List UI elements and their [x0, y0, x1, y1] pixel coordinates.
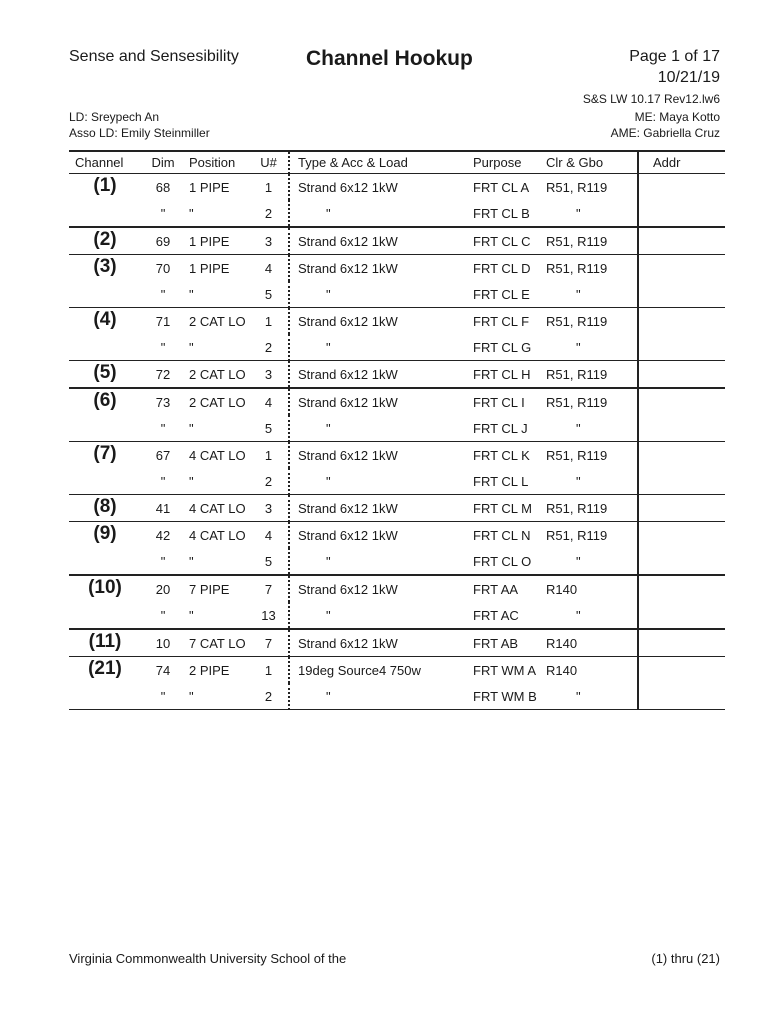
document-date: 10/21/19	[657, 69, 720, 86]
purpose-cell: FRT AB	[469, 629, 542, 657]
channel-cell: (2)	[69, 227, 141, 255]
channel-cell: (21)	[88, 658, 122, 679]
position-cell: "	[185, 281, 249, 308]
color-cell: "	[542, 200, 638, 227]
file-name: S&S LW 10.17 Rev12.lw6	[582, 92, 720, 106]
addr-cell	[638, 415, 725, 442]
channel-cell	[69, 415, 141, 442]
type-cell: 19deg Source4 750w	[289, 657, 469, 684]
color-cell: R140	[546, 663, 578, 678]
table-row	[69, 388, 725, 415]
unit-cell: 13	[249, 602, 289, 629]
channel-cell: (10)	[88, 577, 122, 598]
addr-cell	[638, 281, 725, 308]
addr-cell	[638, 334, 725, 361]
dim-cell: 72	[141, 361, 185, 389]
addr-cell	[638, 548, 725, 575]
type-cell: Strand 6x12 1kW	[289, 174, 469, 201]
dim-cell: 10	[141, 629, 185, 657]
channel-cell: (9)	[93, 523, 117, 544]
column-header-position: Position	[185, 151, 249, 174]
color-cell: R51, R119	[542, 495, 638, 522]
channel-cell	[69, 334, 141, 361]
type-cell: Strand 6x12 1kW	[289, 522, 469, 549]
table-row	[69, 227, 725, 255]
type-cell: Strand 6x12 1kW	[289, 575, 469, 602]
addr-cell	[638, 629, 725, 657]
channel-cell	[69, 468, 141, 495]
channel-cell: (8)	[69, 495, 141, 522]
addr-cell	[638, 602, 725, 629]
channel-cell	[69, 602, 141, 629]
dim-cell: "	[141, 281, 185, 308]
color-cell: "	[542, 468, 638, 495]
addr-cell	[638, 308, 725, 335]
position-cell: 2 CAT LO	[189, 314, 246, 329]
dim-cell: 41	[141, 495, 185, 522]
purpose-cell: FRT CL E	[469, 281, 542, 308]
unit-cell: 1	[264, 314, 273, 329]
unit-cell: 4	[264, 261, 273, 276]
type-cell: Strand 6x12 1kW	[289, 442, 469, 469]
table-row	[69, 683, 725, 710]
type-cell: "	[289, 602, 469, 629]
color-cell: "	[542, 281, 638, 308]
dim-cell: 67	[155, 448, 171, 463]
dim-cell: 42	[155, 528, 171, 543]
addr-cell	[638, 683, 725, 710]
channel-cell: (3)	[93, 256, 117, 277]
position-cell: 4 CAT LO	[189, 528, 246, 543]
table-row	[69, 334, 725, 361]
table-row	[69, 308, 725, 335]
type-cell: "	[289, 334, 469, 361]
column-header-addr: Addr	[638, 151, 725, 174]
channel-cell	[69, 548, 141, 575]
table-row	[69, 442, 725, 469]
addr-cell	[638, 575, 725, 602]
footer-channel-range: (1) thru (21)	[651, 951, 720, 966]
table-row	[69, 657, 725, 684]
unit-cell: 7	[249, 629, 289, 657]
type-cell: Strand 6x12 1kW	[289, 629, 469, 657]
dim-cell: 71	[155, 314, 171, 329]
position-cell: 2 CAT LO	[189, 395, 246, 410]
addr-cell	[638, 174, 725, 201]
addr-cell	[638, 495, 725, 522]
addr-cell	[638, 442, 725, 469]
dim-cell: "	[141, 334, 185, 361]
purpose-cell: FRT CL J	[469, 415, 542, 442]
position-cell: "	[185, 468, 249, 495]
unit-cell: 5	[249, 415, 289, 442]
purpose-cell: FRT CL A	[473, 180, 530, 195]
unit-cell: 2	[249, 334, 289, 361]
position-cell: 1 PIPE	[189, 180, 230, 195]
unit-cell: 5	[249, 548, 289, 575]
purpose-cell: FRT CL O	[469, 548, 542, 575]
table-row	[69, 174, 725, 201]
unit-cell: 5	[249, 281, 289, 308]
color-cell: "	[542, 334, 638, 361]
unit-cell: 2	[249, 200, 289, 227]
table-row	[69, 522, 725, 549]
type-cell: Strand 6x12 1kW	[289, 361, 469, 389]
purpose-cell: FRT WM A	[473, 663, 537, 678]
position-cell: 4 CAT LO	[185, 495, 249, 522]
column-header-channel: Channel	[69, 151, 141, 174]
type-cell: Strand 6x12 1kW	[289, 308, 469, 335]
type-cell: Strand 6x12 1kW	[289, 255, 469, 282]
color-cell: R51, R119	[542, 361, 638, 389]
type-cell: "	[289, 548, 469, 575]
color-cell: R51, R119	[546, 395, 608, 410]
dim-cell: "	[141, 200, 185, 227]
purpose-cell: FRT CL K	[473, 448, 530, 463]
position-cell: "	[185, 200, 249, 227]
table-row	[69, 468, 725, 495]
footer-organization: Virginia Commonwealth University School of the	[69, 951, 347, 966]
dim-cell: "	[141, 415, 185, 442]
color-cell: R51, R119	[542, 227, 638, 255]
addr-cell	[638, 468, 725, 495]
color-cell: R140	[542, 629, 638, 657]
dim-cell: 20	[155, 582, 171, 597]
table-row	[69, 281, 725, 308]
unit-cell: 4	[264, 395, 273, 410]
channel-cell	[69, 200, 141, 227]
position-cell: "	[185, 334, 249, 361]
type-cell: "	[289, 415, 469, 442]
purpose-cell: FRT CL I	[473, 395, 525, 410]
position-cell: 7 PIPE	[189, 582, 230, 597]
position-cell: 1 PIPE	[189, 261, 230, 276]
table-row	[69, 200, 725, 227]
unit-cell: 3	[249, 361, 289, 389]
position-cell: 1 PIPE	[185, 227, 249, 255]
addr-cell	[638, 200, 725, 227]
lighting-designer: LD: Sreypech An	[69, 110, 160, 124]
color-cell: R51, R119	[546, 261, 608, 276]
addr-cell	[638, 361, 725, 389]
color-cell: R51, R119	[546, 180, 608, 195]
position-cell: "	[185, 548, 249, 575]
show-title: Sense and Sensesibility	[69, 48, 239, 65]
color-cell: "	[542, 548, 638, 575]
column-header-color: Clr & Gbo	[542, 151, 638, 174]
associate-lighting-designer: Asso LD: Emily Steinmiller	[69, 126, 210, 140]
position-cell: 4 CAT LO	[189, 448, 246, 463]
purpose-cell: FRT CL H	[469, 361, 542, 389]
position-cell: "	[185, 683, 249, 710]
dim-cell: "	[141, 683, 185, 710]
purpose-cell: FRT AA	[473, 582, 519, 597]
channel-cell: (7)	[93, 443, 117, 464]
channel-cell: (6)	[93, 390, 117, 411]
dim-cell: "	[141, 548, 185, 575]
column-header-type: Type & Acc & Load	[289, 151, 469, 174]
unit-cell: 4	[264, 528, 273, 543]
color-cell: R140	[546, 582, 578, 597]
unit-cell: 7	[264, 582, 273, 597]
purpose-cell: FRT CL F	[473, 314, 530, 329]
table-body	[69, 174, 725, 710]
purpose-cell: FRT AC	[469, 602, 542, 629]
channel-hookup-table	[69, 150, 725, 710]
dim-cell: "	[141, 468, 185, 495]
color-cell: R51, R119	[546, 528, 608, 543]
table-row	[69, 495, 725, 522]
position-cell: 7 CAT LO	[185, 629, 249, 657]
table-row	[69, 602, 725, 629]
page-number: Page 1 of 17	[629, 48, 720, 65]
purpose-cell: FRT CL D	[473, 261, 531, 276]
purpose-cell: FRT CL C	[469, 227, 542, 255]
type-cell: "	[289, 281, 469, 308]
purpose-cell: FRT CL L	[469, 468, 542, 495]
color-cell: R51, R119	[546, 314, 608, 329]
table-header-row	[69, 151, 725, 174]
column-header-unit: U#	[249, 151, 289, 174]
column-header-dim: Dim	[141, 151, 185, 174]
dim-cell: 70	[155, 261, 171, 276]
type-cell: "	[289, 468, 469, 495]
document-title: Channel Hookup	[306, 47, 473, 70]
channel-cell	[69, 281, 141, 308]
table-row	[69, 575, 725, 602]
dim-cell: 73	[155, 395, 171, 410]
type-cell: "	[289, 200, 469, 227]
master-electrician: ME: Maya Kotto	[634, 110, 720, 124]
purpose-cell: FRT CL B	[469, 200, 542, 227]
color-cell: "	[542, 415, 638, 442]
type-cell: Strand 6x12 1kW	[289, 227, 469, 255]
position-cell: 2 PIPE	[189, 663, 230, 678]
table-row	[69, 361, 725, 389]
channel-cell: (11)	[69, 629, 141, 657]
position-cell: "	[185, 602, 249, 629]
purpose-cell: FRT CL G	[469, 334, 542, 361]
channel-cell: (1)	[93, 175, 117, 196]
dim-cell: 68	[155, 180, 171, 195]
addr-cell	[638, 255, 725, 282]
purpose-cell: FRT WM B	[469, 683, 542, 710]
type-cell: Strand 6x12 1kW	[289, 388, 469, 415]
unit-cell: 1	[264, 448, 273, 463]
table-row	[69, 548, 725, 575]
table-row	[69, 255, 725, 282]
addr-cell	[638, 657, 725, 684]
addr-cell	[638, 522, 725, 549]
color-cell: R51, R119	[546, 448, 608, 463]
purpose-cell: FRT CL N	[473, 528, 531, 543]
table-row	[69, 629, 725, 657]
color-cell: "	[542, 683, 638, 710]
position-cell: 2 CAT LO	[185, 361, 249, 389]
unit-cell: 2	[249, 468, 289, 495]
channel-cell: (4)	[93, 309, 117, 330]
dim-cell: "	[141, 602, 185, 629]
channel-cell	[69, 683, 141, 710]
dim-cell: 69	[141, 227, 185, 255]
type-cell: "	[289, 683, 469, 710]
color-cell: "	[542, 602, 638, 629]
channel-cell: (5)	[69, 361, 141, 389]
unit-cell: 3	[249, 495, 289, 522]
type-cell: Strand 6x12 1kW	[289, 495, 469, 522]
table-row	[69, 415, 725, 442]
addr-cell	[638, 388, 725, 415]
unit-cell: 3	[249, 227, 289, 255]
purpose-cell: FRT CL M	[469, 495, 542, 522]
assistant-master-electrician: AME: Gabriella Cruz	[610, 126, 720, 140]
unit-cell: 2	[249, 683, 289, 710]
dim-cell: 74	[155, 663, 171, 678]
addr-cell	[638, 227, 725, 255]
unit-cell: 1	[264, 180, 273, 195]
column-header-purpose: Purpose	[469, 151, 542, 174]
position-cell: "	[185, 415, 249, 442]
unit-cell: 1	[264, 663, 273, 678]
